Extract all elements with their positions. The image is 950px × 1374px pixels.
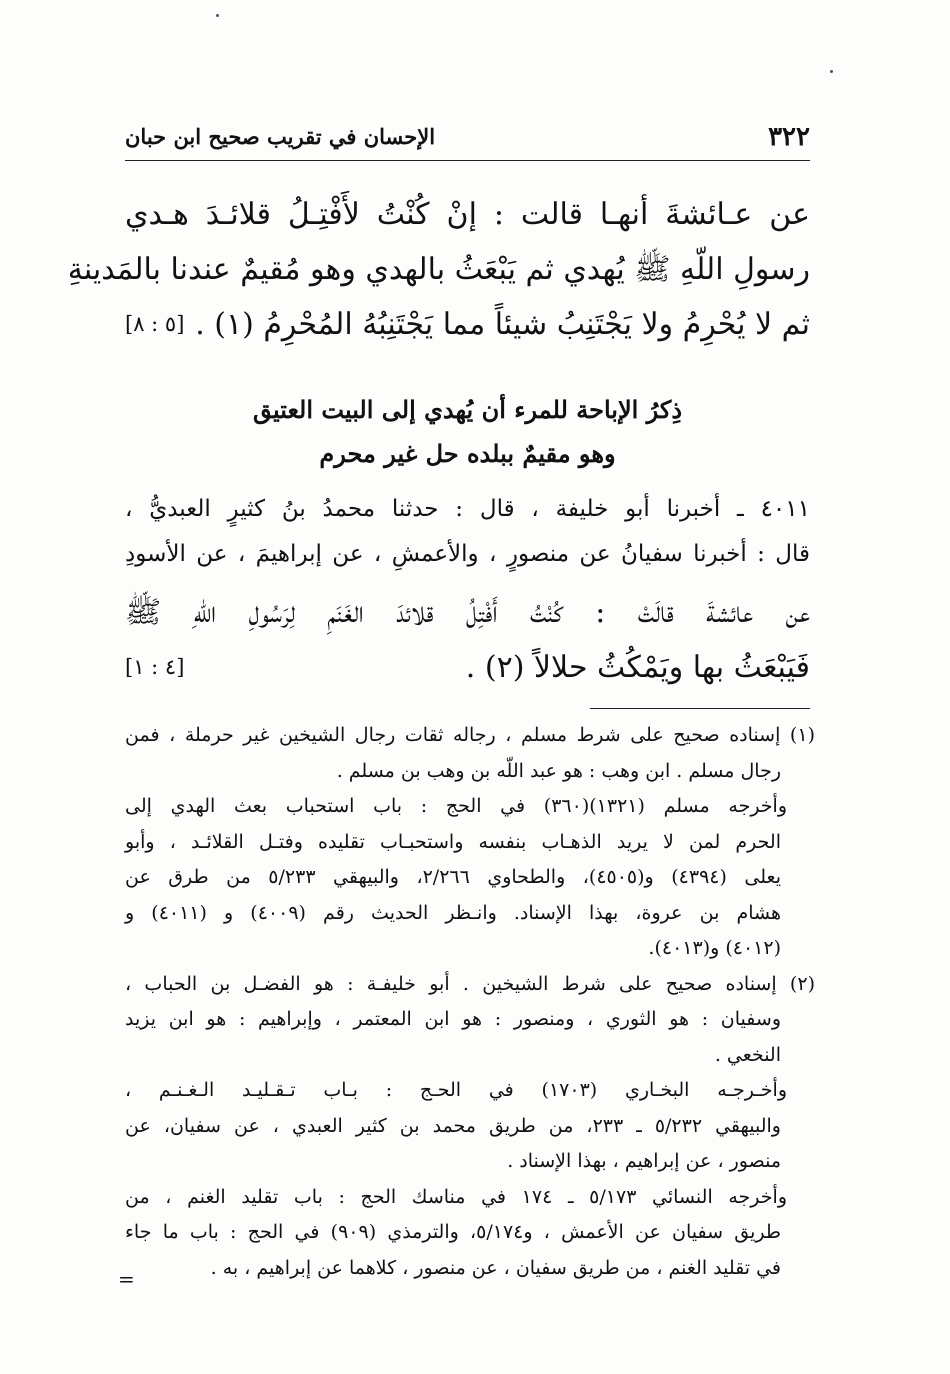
footnote-line: رجال مسلم . ابن وهب : هو عبد اللّه بن وهب بن مسلم . [336, 759, 781, 782]
passage-line-text: ثم لا يُحْرِمُ ولا يَجْتَنِبُ شيئاً مما يَجْتَنِبُهُ المُحْرِمُ (١) . [195, 307, 810, 342]
top-passage [67, 187, 810, 352]
passage-line: عن عـائشةَ أنهـا قالت : إنْ كُنْتُ لأَفْتِـلُ قلائـدَ هـدي [125, 197, 810, 232]
page-header [125, 122, 810, 156]
footnote-line: وسفيان : هو الثوري ، ومنصور : هو ابن المعتمر ، وإبراهيم : هو ابن يزيد [125, 1008, 781, 1030]
footnote-line: النخعي . [714, 1043, 781, 1066]
footnote-1 [125, 718, 815, 967]
scan-speck [216, 14, 219, 17]
page-number: ٣٢٢ [768, 122, 810, 152]
matn-line-text: فَيَبْعَثُ بها ويَمْكُثُ حلالاً (٢) . [465, 650, 810, 685]
footnotes [125, 718, 815, 1286]
footnote-line: (٤٠١٢) و(٤٠١٣). [648, 937, 781, 959]
footnote-line: وأخـرجـه البخـاري (١٧٠٣) في الحـج : بـاب تـقـليـد الـغـنـم ، [125, 1079, 787, 1101]
hadith-reference: [٤ : ١] [125, 655, 185, 679]
passage-line: رسولِ اللّهِ ﷺ يُهدي ثم يَبْعَثُ بالهدي وهو مُقيمٌ عندنا بالمَدينةِ [67, 252, 810, 287]
matn-line [125, 640, 810, 695]
matn-line: عن عائشةَ قالَتْ : كُنْتُ أَفْتِلُ قلائدَ الغَنَمِ لِرَسُولِ اللّهِ ﷺ [125, 595, 810, 630]
footnote-line: يعلى (٤٣٩٤) و(٤٥٠٥)، والطحاوي ٢/٢٦٦، والبيهقي ٥/٢٣٣ من طرق عن [125, 866, 781, 888]
footnote-2 [125, 967, 815, 1287]
footnote-line: وأخرجه مسلم (١٣٢١)(٣٦٠) في الحج : باب استحباب بعث الهدي إلى [125, 795, 787, 817]
header-rule [125, 160, 810, 161]
passage-reference: [٥ : ٨] [125, 312, 185, 336]
footnote-line: منصور ، عن إبراهيم ، بهذا الإسناد . [507, 1150, 781, 1172]
running-title: الإحسان في تقريب صحيح ابن حبان [125, 124, 436, 149]
footnote-line: (٢) إسناده صحيح على شرط الشيخين . أبو خليفـة : هو الفضـل بن الحباب ، [125, 972, 815, 995]
footnote-separator [590, 708, 810, 709]
isnad-line: ٤٠١١ ـ أخبرنا أبو خليفة ، قال : حدثنا محمدُ بنُ كثيرٍ العبديُّ ، [125, 496, 810, 522]
continuation-mark: = [118, 1267, 135, 1291]
footnote-line: والبيهقي ٥/٢٣٢ ـ ٢٣٣، من طريق محمد بن كثير العبدي ، عن سفيان، عن [125, 1114, 781, 1137]
chapter-heading-line: وهو مقيمٌ ببلده حل غير محرم [319, 439, 616, 468]
isnad-line: قال : أخبرنا سفيانُ عن منصورٍ ، والأعمشِ ، عن إبراهيمَ ، عن الأسودِ [125, 541, 810, 567]
footnote-line: الحرم لمن لا يريد الذهـاب بنفسه واستحبـاب تقليده وفتـل القلائـد ، وأبو [125, 830, 781, 853]
footnote-line: (١) إسناده صحيح على شرط مسلم ، رجاله ثقات رجال الشيخين غير حرملة ، فمن [125, 724, 815, 746]
chapter-heading [125, 388, 810, 476]
footnote-line: طريق سفيان عن الأعمش ، و٥/١٧٤، والترمذي (٩٠٩) في الحج : باب ما جاء [125, 1221, 782, 1243]
hadith-matn [125, 585, 810, 695]
footnote-line: في تقليد الغنم ، من طريق سفيان ، عن منصور ، كلاهما عن إبراهيم ، به . [210, 1256, 781, 1279]
hadith-isnad [125, 487, 810, 577]
scan-speck [830, 70, 833, 73]
footnote-line: وأخرجه النسائي ٥/١٧٣ ـ ١٧٤ في مناسك الحج : باب تقليد الغنم ، من [125, 1185, 787, 1208]
chapter-heading-line: ذِكرُ الإباحة للمرء أن يُهدي إلى البيت العتيق [252, 395, 683, 424]
passage-line [125, 297, 810, 352]
footnote-line: هشام بن عروة، بهذا الإسناد. وانـظر الحديث رقم (٤٠٠٩) و (٤٠١١) و [125, 901, 781, 924]
